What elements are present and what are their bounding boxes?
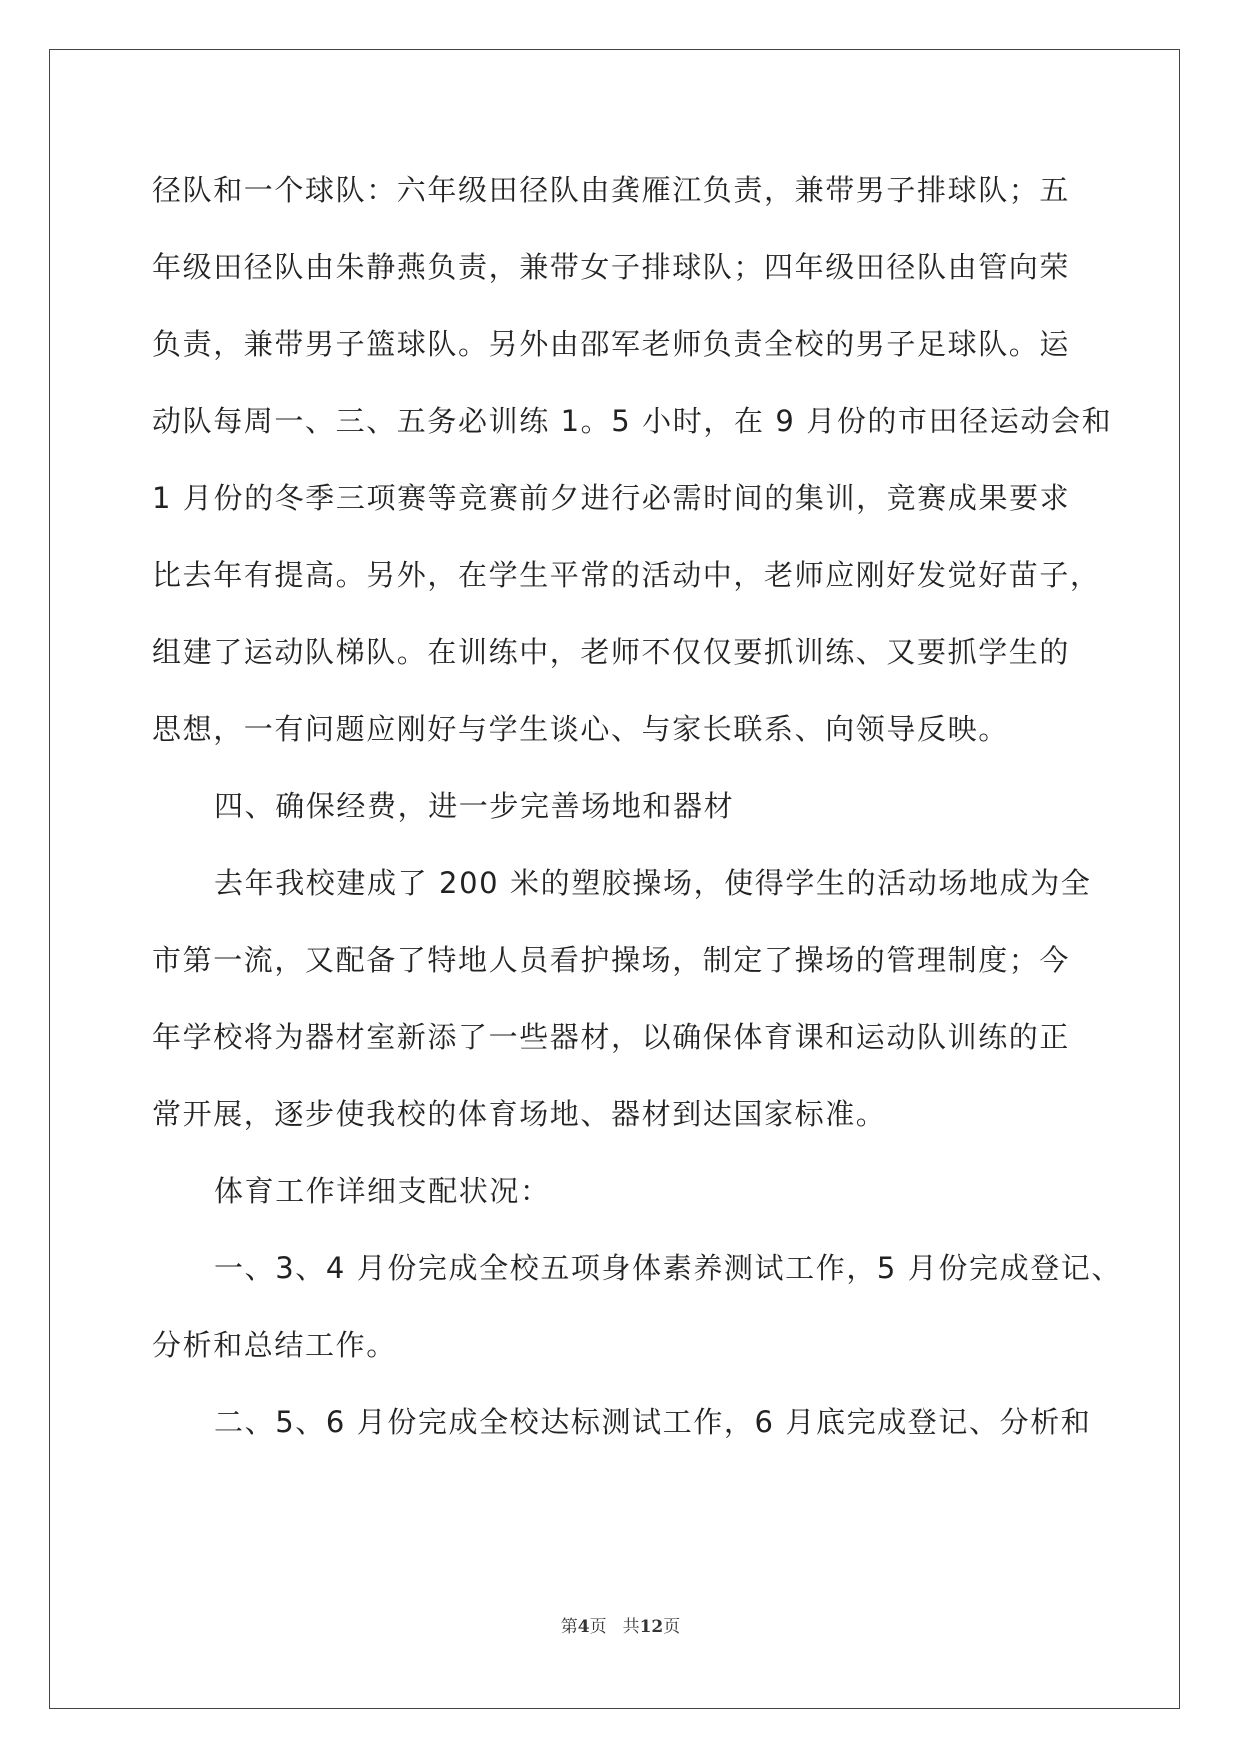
body-line: 径队和一个球队：六年级田径队由龚雁江负责，兼带男子排球队；五 xyxy=(152,173,1071,207)
body-line: 年学校将为器材室新添了一些器材，以确保体育课和运动队训练的正 xyxy=(152,1020,1071,1054)
body-line: 二、5、6 月份完成全校达标测试工作，6 月底完成登记、分析和 xyxy=(214,1405,1092,1439)
footer-suffix: 页 xyxy=(589,1617,607,1637)
body-line: 去年我校建成了 200 米的塑胶操场，使得学生的活动场地成为全 xyxy=(214,866,1092,900)
body-line: 分析和总结工作。 xyxy=(152,1328,397,1362)
body-line: 动队每周一、三、五务必训练 1。5 小时，在 9 月份的市田径运动会和 xyxy=(152,404,1113,438)
body-line: 年级田径队由朱静燕负责，兼带女子排球队；四年级田径队由管向荣 xyxy=(152,250,1071,284)
footer-total-prefix: 共 xyxy=(622,1617,640,1637)
body-line: 比去年有提高。另外，在学生平常的活动中，老师应刚好发觉好苗子， xyxy=(152,558,1101,592)
body-line: 市第一流，又配备了特地人员看护操场，制定了操场的管理制度；今 xyxy=(152,943,1071,977)
body-line: 组建了运动队梯队。在训练中，老师不仅仅要抓训练、又要抓学生的 xyxy=(152,635,1071,669)
body-line: 常开展，逐步使我校的体育场地、器材到达国家标准。 xyxy=(152,1097,887,1131)
body-line: 1 月份的冬季三项赛等竞赛前夕进行必需时间的集训，竞赛成果要求 xyxy=(152,481,1071,515)
footer-total-suffix: 页 xyxy=(663,1617,681,1637)
body-line: 一、3、4 月份完成全校五项身体素养测试工作，5 月份完成登记、 xyxy=(214,1251,1122,1285)
body-line: 思想，一有问题应刚好与学生谈心、与家长联系、向领导反映。 xyxy=(152,712,1009,746)
total-page-number: 12 xyxy=(639,1617,664,1637)
footer-prefix: 第 xyxy=(560,1617,578,1637)
section-heading: 体育工作详细支配状况： xyxy=(214,1174,551,1208)
page-footer xyxy=(0,1612,1241,1637)
body-line: 负责，兼带男子篮球队。另外由邵军老师负责全校的男子足球队。运 xyxy=(152,327,1071,361)
current-page-number: 4 xyxy=(577,1617,590,1637)
section-heading: 四、确保经费，进一步完善场地和器材 xyxy=(214,789,735,823)
